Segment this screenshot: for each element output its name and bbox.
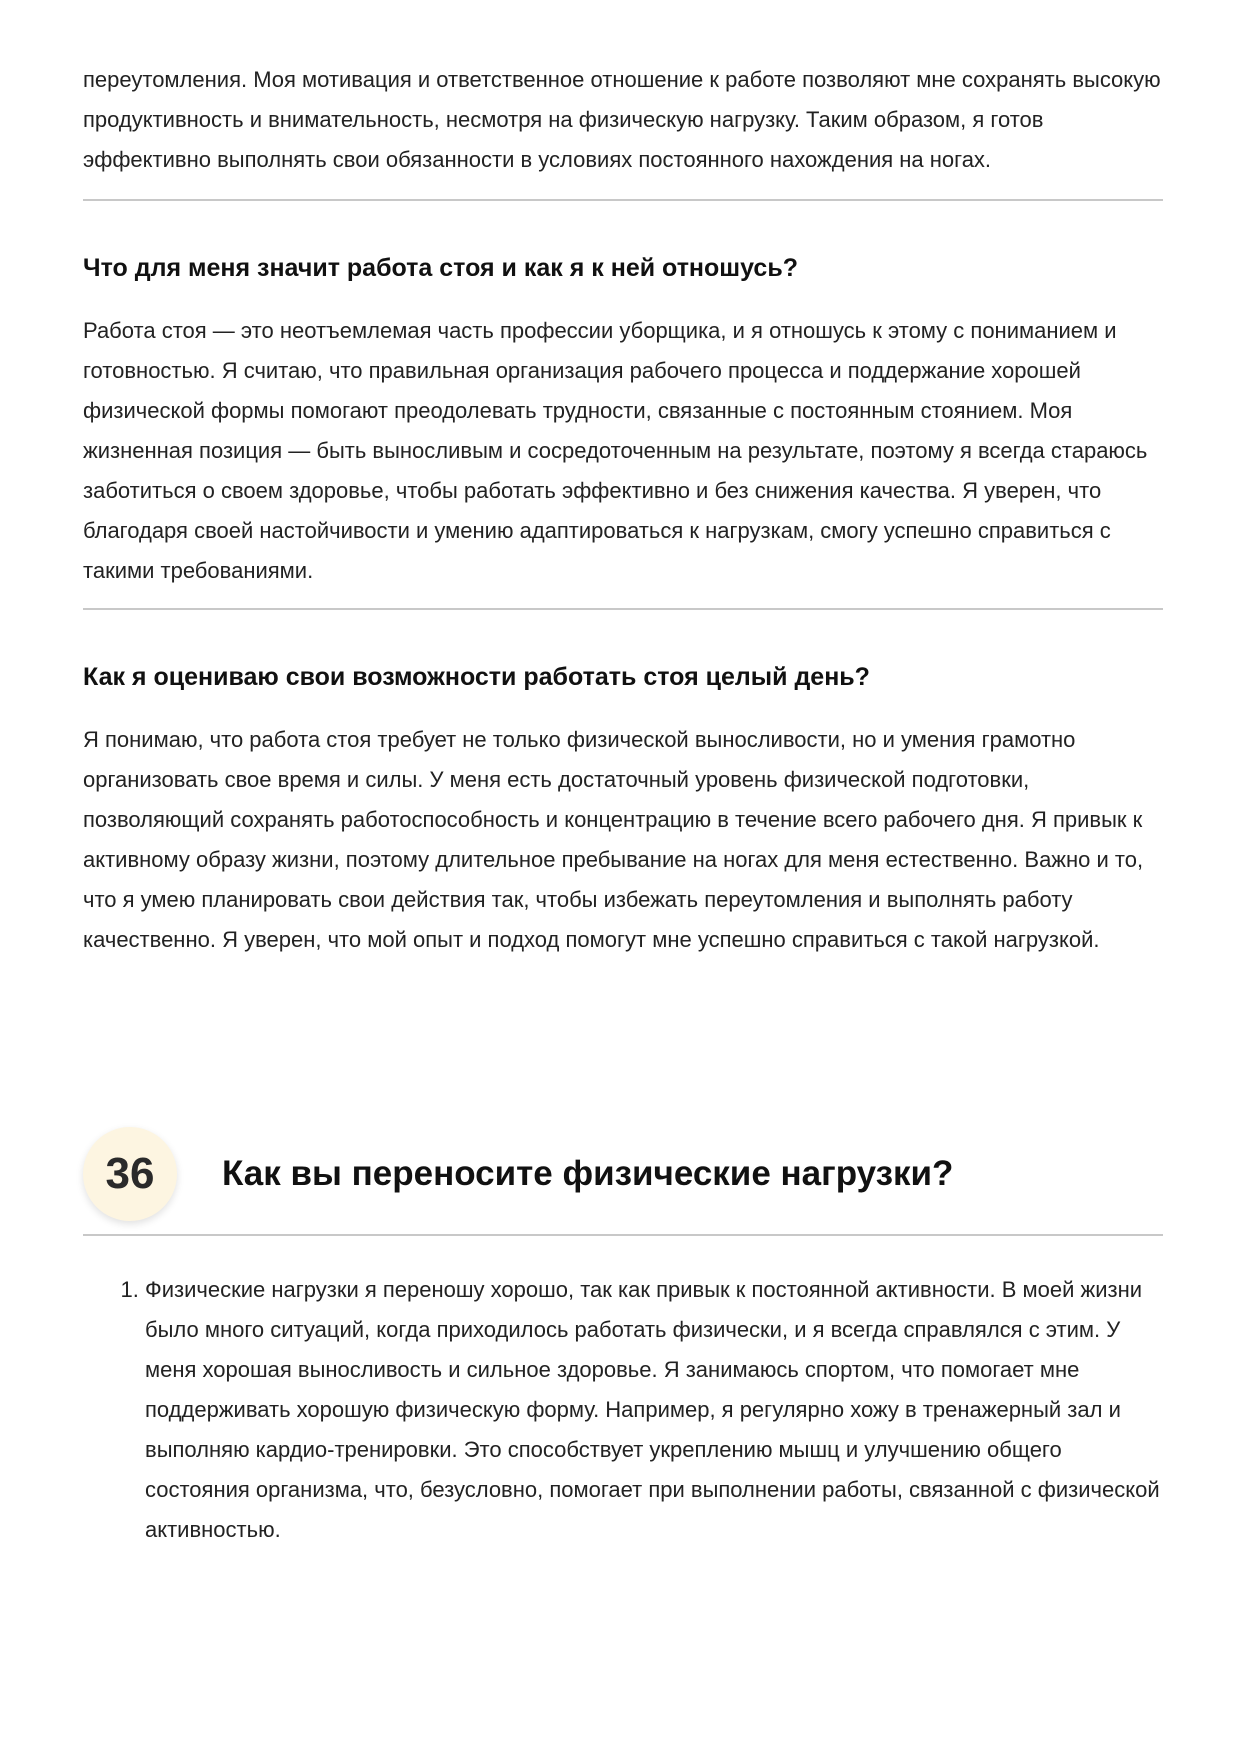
- question-number-badge: 36: [83, 1127, 177, 1221]
- answer-list: [83, 1270, 1163, 1550]
- intro-paragraph: переутомления. Моя мотивация и ответственное отношение к работе позволяют мне сохранять высокую продуктивность и внимательность, несмотря на физическую нагрузку. Таким образом, я готов эффективно выполнять свои обязанности в условиях постоянного нахождения на ногах.: [83, 67, 1161, 172]
- question-title: Как вы переносите физические нагрузки?: [222, 1154, 954, 1193]
- section-paragraph-1: Работа стоя — это неотъемлемая часть профессии уборщика, и я отношусь к этому с пониманием и готовностью. Я считаю, что правильная организация рабочего процесса и поддержание хорошей физической формы помогают преодолевать трудности, связанные с постоянным стоянием. Моя жизненная позиция — быть выносливым и сосредоточенным на результате, поэтому я всегда стараюсь заботиться о своем здоровье, чтобы работать эффективно и без снижения качества. Я уверен, что благодаря своей настойчивости и умению адаптироваться к нагрузкам, смогу успешно справиться с такими требованиями.: [83, 318, 1148, 583]
- question-header: [83, 1124, 1163, 1224]
- section-heading-2: Как я оцениваю свои возможности работать стоя целый день?: [83, 663, 870, 691]
- section-paragraph-2: Я понимаю, что работа стоя требует не только физической выносливости, но и умения грамотно организовать свое время и силы. У меня есть достаточный уровень физической подготовки, позволяющий сохранять работоспособность и концентрацию в течение всего рабочего дня. Я привык к активному образу жизни, поэтому длительное пребывание на ногах для меня естественно. Важно и то, что я умею планировать свои действия так, чтобы избежать переутомления и выполнять работу качественно. Я уверен, что мой опыт и подход помогут мне успешно справиться с такой нагрузкой.: [83, 727, 1144, 952]
- document-page: [83, 0, 1163, 1550]
- answer-item-1: 1. Физические нагрузки я переношу хорошо, так как привык к постоянной активности. В моей жизни было много ситуаций, когда приходилось работать физически, и я всегда справлялся с этим. У меня хорошая выносливость и сильное здоровье. Я занимаюсь спортом, что помогает мне поддерживать хорошую физическую форму. Например, я регулярно хожу в тренажерный зал и выполняю кардио-тренировки. Это способствует укреплению мышц и улучшению общего состояния организма, что, безусловно, помогает при выполнении работы, связанной с физической активностью.: [145, 1270, 1163, 1550]
- section-heading-1: Что для меня значит работа стоя и как я к ней отношусь?: [83, 254, 798, 282]
